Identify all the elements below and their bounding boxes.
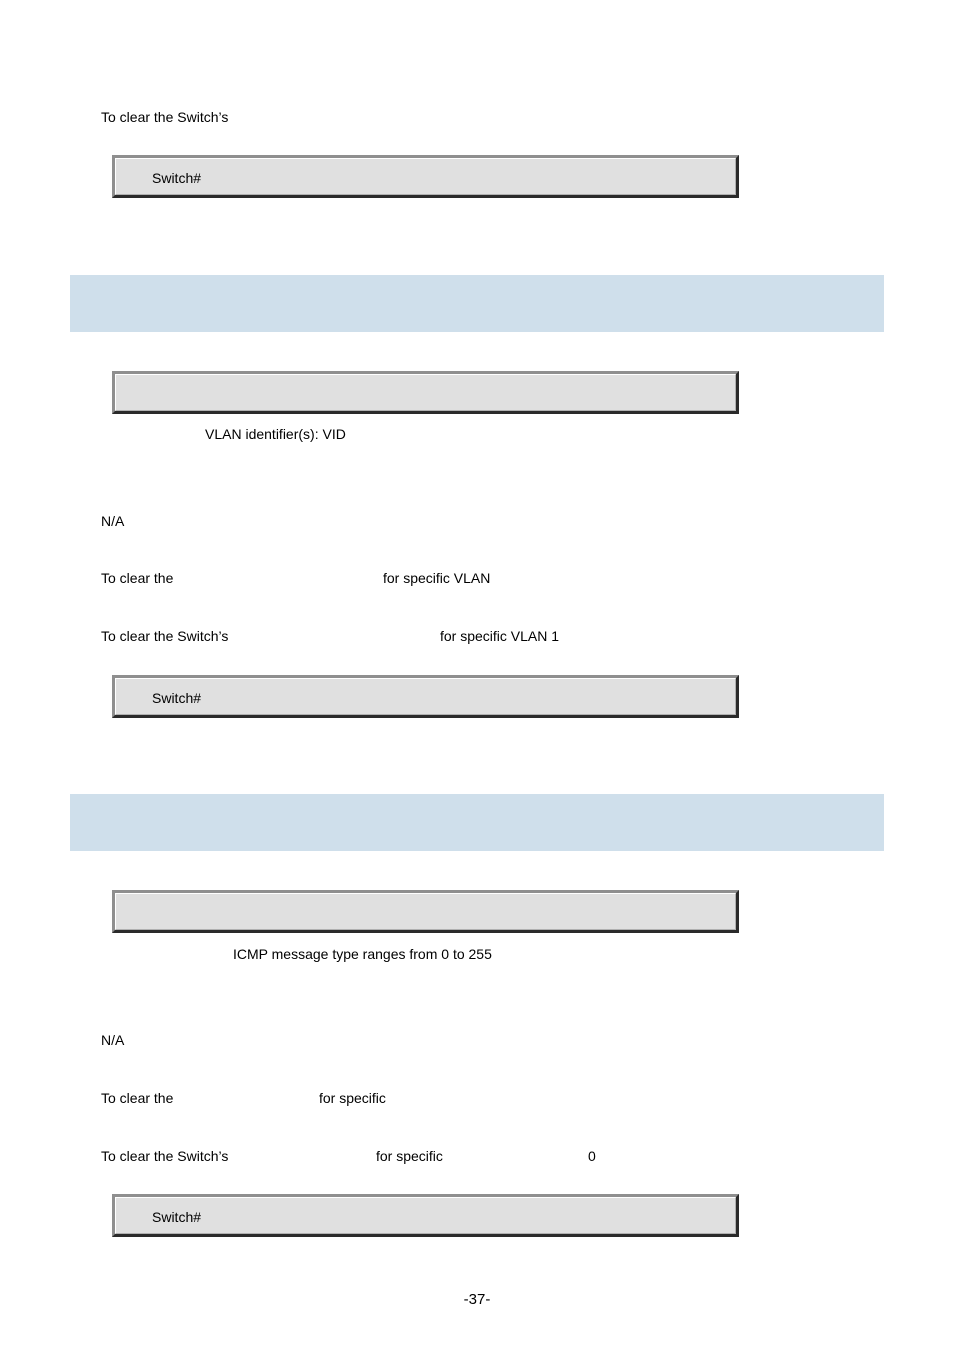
- command-prompt: Switch#: [152, 1209, 202, 1225]
- usage-text-start: To clear the: [101, 1090, 174, 1106]
- section-heading-band: [70, 794, 884, 851]
- command-prompt: Switch#: [152, 690, 202, 706]
- example-text-start: To clear the Switch’s: [101, 1148, 229, 1164]
- default-value: N/A: [101, 1032, 125, 1048]
- command-syntax-box: [112, 890, 739, 933]
- command-example-box: [112, 1194, 739, 1237]
- example-text-start: To clear the Switch’s: [101, 628, 229, 644]
- usage-text-end: for specific: [319, 1090, 386, 1106]
- section-heading-band: [70, 275, 884, 332]
- example-text-end: for specific VLAN 1: [440, 628, 560, 644]
- default-value: N/A: [101, 513, 125, 529]
- example-text-end: 0: [588, 1148, 596, 1164]
- example-text-middle: for specific: [376, 1148, 443, 1164]
- command-prompt: Switch#: [152, 170, 202, 186]
- usage-text-start: To clear the: [101, 570, 174, 586]
- command-example-box: [112, 155, 739, 198]
- example-text: To clear the Switch’s: [101, 109, 229, 125]
- usage-text-end: for specific VLAN: [383, 570, 491, 586]
- command-syntax-box: [112, 371, 739, 414]
- parameter-description: VLAN identifier(s): VID: [205, 426, 346, 442]
- command-example-box: [112, 675, 739, 718]
- page-number: -37-: [463, 1291, 491, 1308]
- parameter-description: ICMP message type ranges from 0 to 255: [233, 946, 492, 962]
